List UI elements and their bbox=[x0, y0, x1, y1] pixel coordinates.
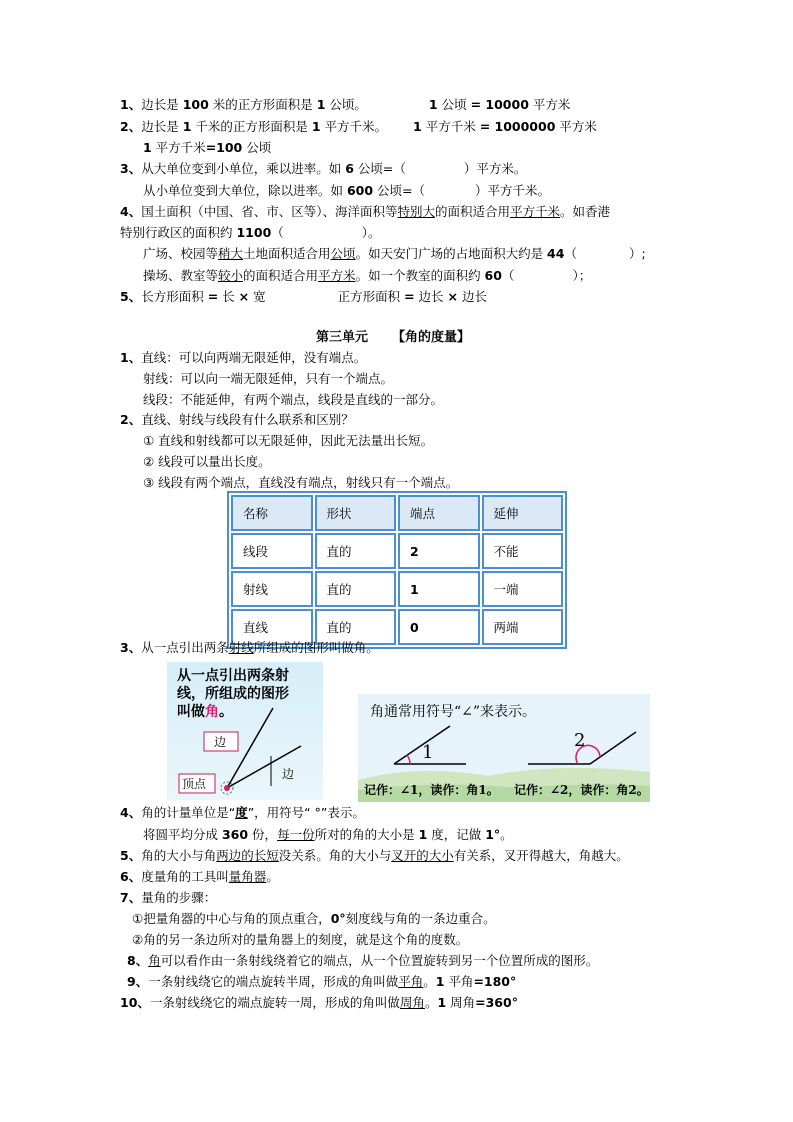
item-4-plaza: 广场、校园等稍大土地面积适合用公顷。如天安门广场的占地面积大约是 44（ ）; bbox=[143, 246, 646, 261]
table-header: 端点 bbox=[398, 495, 480, 531]
line-comparison-table bbox=[227, 491, 567, 649]
table-row bbox=[231, 533, 563, 569]
u3-segment-def: 线段：不能延伸，有两个端点，线段是直线的一部分。 bbox=[143, 392, 444, 407]
side-label: 边 bbox=[214, 735, 227, 749]
illustration-text: 线，所组成的图形 bbox=[177, 686, 289, 702]
angle-definition-illustration bbox=[167, 662, 323, 800]
table-cell: 不能 bbox=[482, 533, 564, 569]
angle2-number: 2 bbox=[574, 730, 586, 751]
item-3: 3、从大单位变到小单位，乘以进率。如 6 公顷=（ ）平方米。 bbox=[120, 161, 527, 176]
u3-item-10: 10、一条射线绕它的端点旋转一周，形成的角叫做周角。1 周角=360° bbox=[120, 995, 518, 1010]
u3-item-7: 7、量角的步骤： bbox=[120, 890, 217, 905]
table-header: 形状 bbox=[315, 495, 397, 531]
table-cell: 射线 bbox=[231, 571, 313, 607]
item-2-cont: 1 平方千米=100 公顷 bbox=[143, 140, 272, 155]
angle2-notation: 记作：∠2，读作：角2。 bbox=[514, 783, 649, 797]
table-cell: 2 bbox=[398, 533, 480, 569]
item-1: 1、边长是 100 米的正方形面积是 1 公顷。 1 公顷 = 10000 平方米 bbox=[120, 97, 571, 112]
u3-step-1: ①把量角器的中心与角的顶点重合，0°刻度线与角的一条边重合。 bbox=[132, 911, 496, 926]
symbol-caption: 角通常用符号“∠”来表示。 bbox=[370, 704, 537, 720]
item-3-cont: 从小单位变到大单位，除以进率。如 600 公顷=（ ）平方千米。 bbox=[143, 183, 551, 198]
u3-item-3: 3、从一点引出两条射线所组成的图形叫做角。 bbox=[120, 640, 379, 655]
side-label: 边 bbox=[282, 767, 295, 781]
u3-point-1: ① 直线和射线都可以无限延伸，因此无法量出长短。 bbox=[143, 433, 434, 448]
table-cell: 直的 bbox=[315, 609, 397, 645]
section-title: 第三单元 【角的度量】 bbox=[316, 330, 471, 345]
illustration-text: 叫做角。 bbox=[177, 704, 233, 720]
u3-item-4: 4、角的计量单位是“度”，用符号“ °”表示。 bbox=[120, 805, 365, 820]
item-4-cont: 特别行政区的面积约 1100（ ）。 bbox=[120, 225, 381, 240]
illustration-text: 从一点引出两条射 bbox=[177, 668, 289, 684]
u3-item-6: 6、度量角的工具叫量角器。 bbox=[120, 869, 279, 884]
table-cell: 0 bbox=[398, 609, 480, 645]
u3-item-2: 2、直线、射线与线段有什么联系和区别？ bbox=[120, 412, 354, 427]
item-2: 2、边长是 1 千米的正方形面积是 1 平方千米。 1 平方千米 = 1000000 平方米 bbox=[120, 119, 597, 134]
u3-point-3: ③ 线段有两个端点，直线没有端点，射线只有一个端点。 bbox=[143, 475, 459, 490]
vertex-dot bbox=[224, 785, 230, 791]
table-cell: 直的 bbox=[315, 571, 397, 607]
u3-item-9: 9、一条射线绕它的端点旋转半周，形成的角叫做平角。1 平角=180° bbox=[127, 974, 517, 989]
table-cell: 直的 bbox=[315, 533, 397, 569]
table-header: 名称 bbox=[231, 495, 313, 531]
u3-point-2: ② 线段可以量出长度。 bbox=[143, 454, 271, 469]
table-header: 延伸 bbox=[482, 495, 564, 531]
angle1-notation: 记作：∠1，读作：角1。 bbox=[364, 783, 499, 797]
u3-item-8: 8、角可以看作由一条射线绕着它的端点，从一个位置旋转到另一个位置所成的图形。 bbox=[127, 953, 599, 968]
item-5: 5、长方形面积 = 长 × 宽 正方形面积 = 边长 × 边长 bbox=[120, 289, 487, 304]
table-header-row bbox=[231, 495, 563, 531]
u3-item-1: 1、直线：可以向两端无限延伸，没有端点。 bbox=[120, 350, 367, 365]
u3-item-4-cont: 将圆平均分成 360 份，每一份所对的角的大小是 1 度，记做 1°。 bbox=[143, 827, 513, 842]
u3-item-5: 5、角的大小与角两边的长短没关系。角的大小与叉开的大小有关系，叉开得越大，角越大。 bbox=[120, 848, 629, 863]
table-cell: 线段 bbox=[231, 533, 313, 569]
table-cell: 直线 bbox=[231, 609, 313, 645]
item-4-classroom: 操场、教室等较小的面积适合用平方米。如一个教室的面积约 60（ ）； bbox=[143, 268, 592, 283]
u3-ray-def: 射线：可以向一端无限延伸，只有一个端点。 bbox=[143, 371, 394, 386]
table-cell: 两端 bbox=[482, 609, 564, 645]
table-cell: 1 bbox=[398, 571, 480, 607]
table-cell: 一端 bbox=[482, 571, 564, 607]
vertex-label: 顶点 bbox=[182, 777, 207, 791]
angle-symbol-illustration bbox=[358, 694, 650, 802]
table-row bbox=[231, 571, 563, 607]
u3-step-2: ②角的另一条边所对的量角器上的刻度，就是这个角的度数。 bbox=[132, 932, 469, 947]
angle1-number: 1 bbox=[422, 742, 434, 763]
item-4: 4、国土面积（中国、省、市、区等）、海洋面积等特别大的面积适合用平方千米。如香港 bbox=[120, 204, 611, 219]
